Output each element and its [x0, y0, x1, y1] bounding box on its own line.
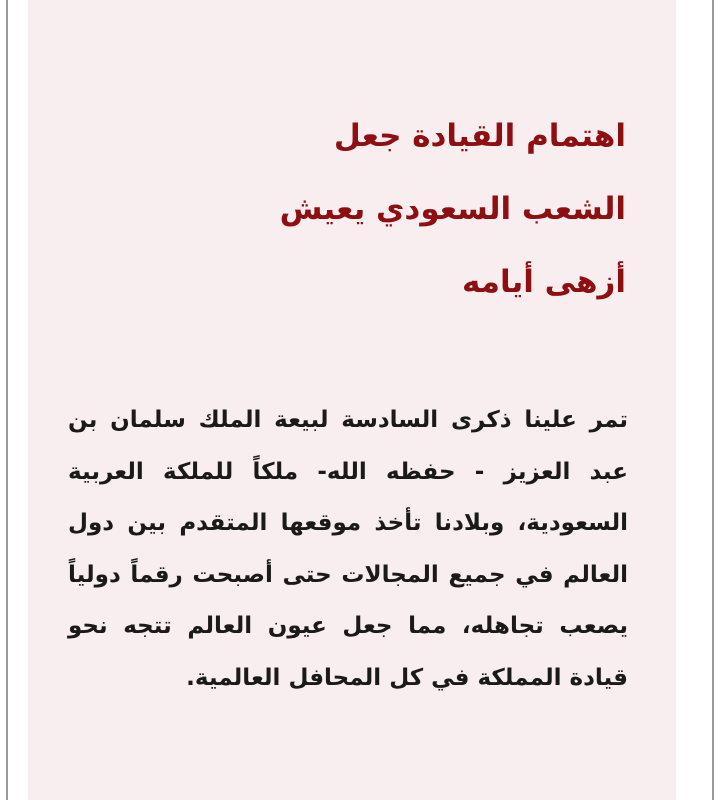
left-border [6, 0, 8, 800]
article-body: تمر علينا ذكرى السادسة لبيعة الملك سلمان بن عبد العزيز - حفظه الله- ملكاً للملكة العربية السعودية، وبلادنا تأخذ موقعها المتقدم بين دول العالم في جميع المجالات حتى أصبحت رقماً دولياً يصعب تجاهله، مما جعل عيون العالم تتجه نحو قيادة المملكة في كل المحافل العالمية. [68, 407, 628, 691]
article-headline [66, 100, 626, 319]
article-panel [28, 0, 676, 800]
headline-line-1: اهتمام القيادة جعل [333, 118, 626, 154]
headline-line-2: الشعب السعودي يعيش [279, 191, 626, 227]
right-border [712, 0, 714, 800]
headline-line-3: أزهى أيامه [461, 264, 626, 300]
